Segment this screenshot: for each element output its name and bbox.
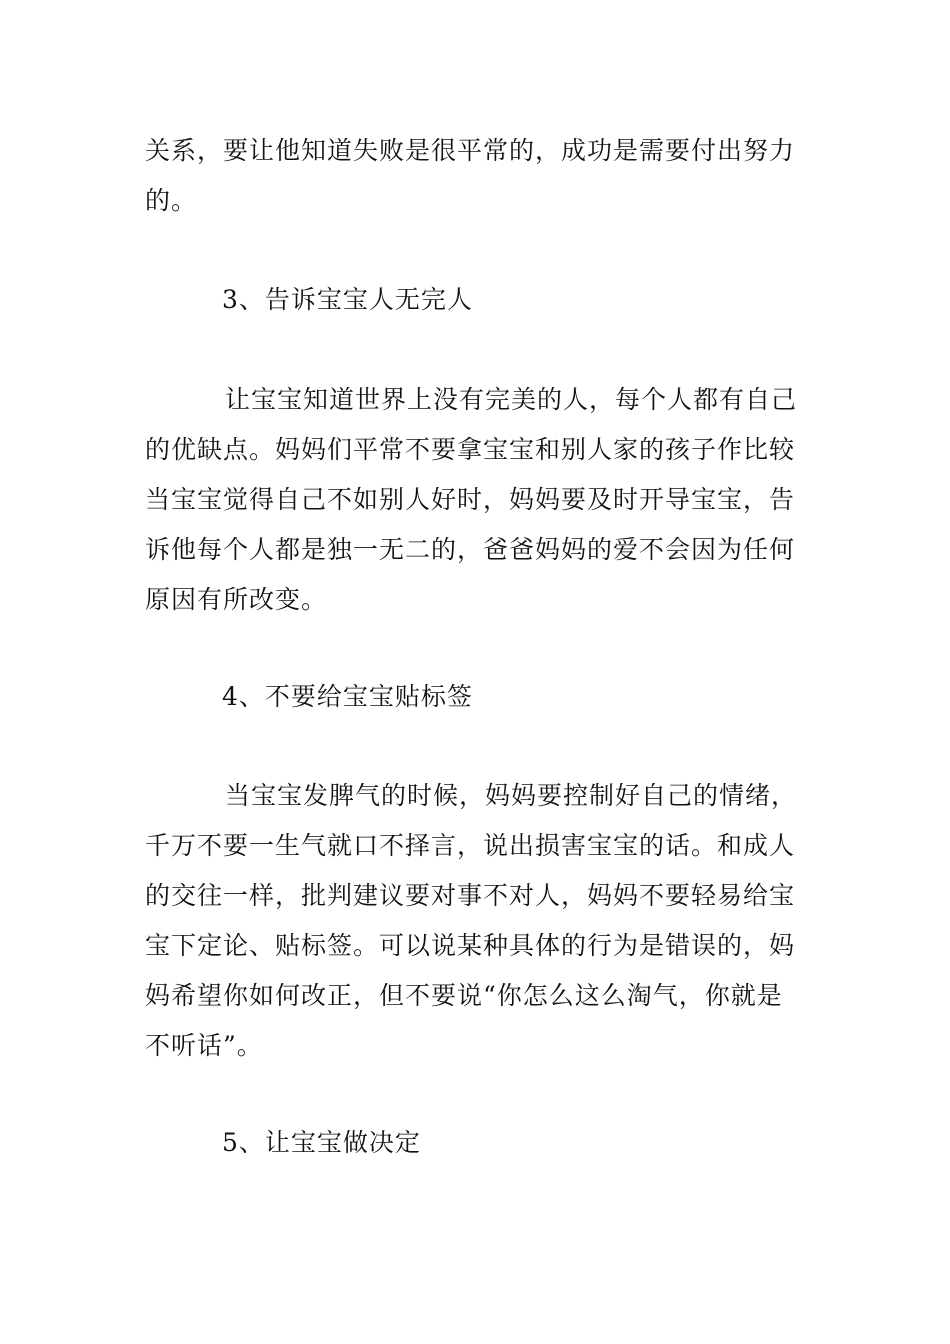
paragraph-line: 原因有所改变。 bbox=[145, 585, 328, 614]
paragraph-line: 让宝宝知道世界上没有完美的人，每个人都有自己 bbox=[225, 385, 798, 414]
paragraph-line: 诉他每个人都是独一无二的，爸爸妈妈的爱不会因为任何 bbox=[145, 535, 796, 564]
paragraph-line: 的优缺点。妈妈们平常不要拿宝宝和别人家的孩子作比较 bbox=[145, 435, 796, 464]
section-heading-3 bbox=[145, 275, 811, 325]
paragraph-line: 的。 bbox=[145, 186, 198, 215]
heading-text: 3、告诉宝宝人无完人 bbox=[222, 285, 473, 314]
paragraph-line: 不听话”。 bbox=[145, 1031, 263, 1060]
paragraph-line: 当宝宝觉得自己不如别人好时，妈妈要及时开导宝宝，告 bbox=[145, 485, 796, 514]
paragraph-no-perfect-person bbox=[145, 375, 811, 625]
section-heading-4 bbox=[145, 672, 811, 722]
heading-text: 5、让宝宝做决定 bbox=[222, 1128, 421, 1157]
paragraph-no-labels bbox=[145, 771, 811, 1071]
paragraph-line: 宝下定论、贴标签。可以说某种具体的行为是错误的，妈 bbox=[145, 931, 796, 960]
heading-text: 4、不要给宝宝贴标签 bbox=[222, 682, 473, 711]
paragraph-line: 的交往一样，批判建议要对事不对人，妈妈不要轻易给宝 bbox=[145, 881, 796, 910]
paragraph-line: 关系，要让他知道失败是很平常的，成功是需要付出努力 bbox=[145, 136, 796, 165]
paragraph-continued bbox=[145, 126, 811, 226]
paragraph-line: 妈希望你如何改正，但不要说“你怎么这么淘气，你就是 bbox=[145, 981, 783, 1010]
paragraph-line: 千万不要一生气就口不择言，说出损害宝宝的话。和成人 bbox=[145, 831, 796, 860]
section-heading-5 bbox=[145, 1118, 811, 1168]
paragraph-line: 当宝宝发脾气的时候，妈妈要控制好自己的情绪， bbox=[225, 781, 798, 810]
